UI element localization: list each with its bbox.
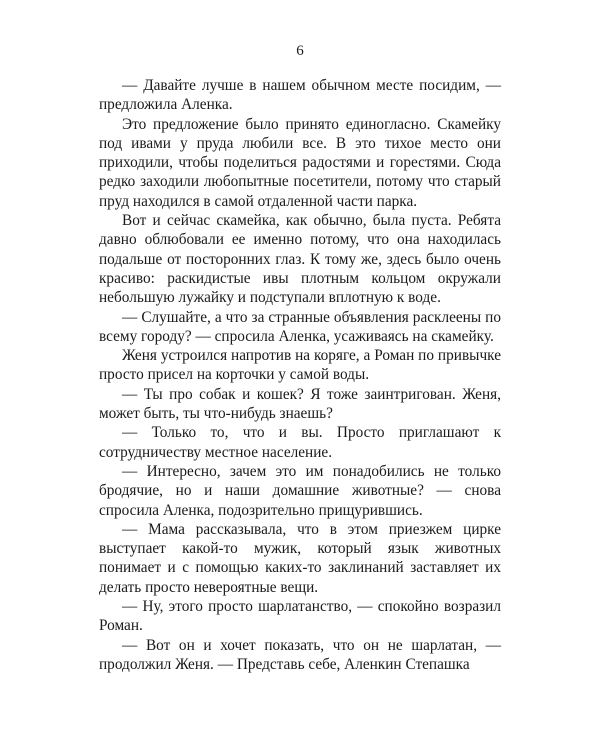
paragraph: — Вот он и хочет показать, что он не шарлатан, — продолжил Женя. — Представь себе, Аленкин Степашка	[99, 636, 501, 673]
paragraph: — Ты про собак и кошек? Я тоже заинтригован. Женя, может быть, ты что-нибудь знаешь?	[99, 385, 501, 423]
text-body	[99, 76, 501, 674]
paragraph: — Мама рассказывала, что в этом приезжем цирке выступает какой-то мужик, который язык животных понимает и с помощью каких-то заклинаний заставляет их делать просто невероятные вещи.	[99, 520, 501, 596]
paragraph: — Давайте лучше в нашем обычном месте посидим, — предложила Аленка.	[99, 77, 501, 114]
paragraph: — Интересно, зачем это им понадобились не только бродячие, но и наши домашние животные? — снова спросила Аленка, подозрительно прищурившись.	[99, 462, 501, 519]
paragraph: — Слушайте, а что за странные объявления расклеены по всему городу? — спросила Аленка, усаживаясь на скамейку.	[99, 308, 501, 345]
paragraph: Женя устроился напротив на коряге, а Роман по привычке просто присел на корточки у самой воды.	[99, 347, 501, 384]
page-number: 6	[296, 43, 304, 59]
paragraph: Вот и сейчас скамейка, как обычно, была пуста. Ребята давно облюбовали ее именно потому, что она находилась подальше от посторонних глаз. К тому же, здесь было очень красиво: раскидистые ивы плотным кольцом окружали небольшую лужайку и подступали вплотную к воде.	[99, 212, 501, 307]
paragraph: — Только то, что и вы. Просто приглашают к сотрудничеству местное население.	[99, 424, 501, 461]
paragraph: — Ну, этого просто шарлатанство, — спокойно возразил Роман.	[99, 598, 501, 635]
paragraph: Это предложение было принято единогласно. Скамейку под ивами у пруда любили все. В это тихое место они приходили, чтобы поделиться радостями и горестями. Сюда редко заходили любопытные посетители, потому что старый пруд находился в самой отдаленной части парка.	[99, 115, 501, 210]
